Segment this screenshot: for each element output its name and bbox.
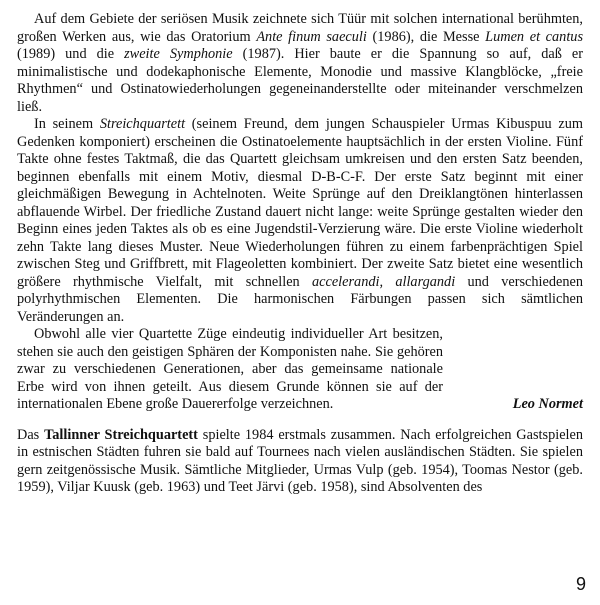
page-number: 9 [575,574,586,594]
tempo-terms: accelerandi, allargandi [311,273,456,290]
work-title-lumen-et-cantus: Lumen et cantus [485,28,584,45]
p1-text-c: (1986), die Messe [366,28,486,45]
ensemble-name: Tallinner Streichquartett [44,426,198,443]
p2-text-a: In seinem [34,116,100,132]
work-title-ante-finum-saeculi: Ante finum saeculi [256,28,367,45]
p2-text-c: (seinem Freund, dem jungen Schauspieler Urmas Kibuspuu zum Gedenken komponiert) erscheinen die Ostinatoelemente hauptsächlich in der ersten Violine. Fünf Takte ohne festes Taktmaß, die das Quartett gleichsam umkreisen und den ersten Satz beenden, beginnen ebenfalls mit einem Motiv, diesmal D-B-C-F. Der erste Satz beginnt mit einer gleichmäßigen Bewegung in Achtelnoten. Weite Sprünge auf den Dreiklangtönen hinterlassen abflauende Wirbel. Der friedliche Zustand dauert nicht lange: weite Sprünge gestalten wieder den Beginn eines jeden Taktes als ob es eine Jugendstil-Verzierung wäre. Die erste Violine wiederholt zehn Takte lang dieses Muster. Neue Wiederholungen führen zu einem farbenprächtigen Spiel zwischen Steg und Griffbrett, mit Flageoletten kombiniert. Der zweite Satz bietet eine wesentlich größere rhythmische Vielfalt, mit schnellen [17,116,583,290]
p2-text-e: und verschiedenen polyrhythmischen Elementen. Die harmonischen Färbungen passen sich sämtlichen Veränderungen an. [17,273,583,325]
ensemble-text-c: spielte 1984 erstmals zusammen. Nach erfolgreichen Gastspielen in estnischen Städten fuhren sie bald auf Tournees nach vielen ausländischen Städten. Sie spielen gern zeitgenössische Musik. Sämtliche Mitglieder, Urmas Vulp (geb. 1954), Toomas Nestor (geb. 1959), Viljar Kuusk (geb. 1963) und Teet Järvi (geb. 1958), sind Absolventen des [17,426,584,495]
work-title-streichquartett: Streichquartett [99,116,186,132]
paragraph-2 [17,116,583,326]
p1-text-a: Auf dem Gebiete der seriösen Musik zeichnete sich Tüür mit solchen international berühmten, großen Werken aus, wie das Oratorium [17,11,583,45]
section-gap [17,414,583,427]
p1-text-g: (1987). Hier baute er die Spannung so auf, daß er minimalistische und dodekaphonische Elemente, Monodie und massive Klangblöcke, „freie Rhythmen“ und Ostinatowiederholungen gegeneinanderstellte oder miteinander verschmelzen ließ. [17,46,583,115]
work-title-zweite-symphonie: zweite Symphonie [124,46,233,62]
ensemble-paragraph [17,427,583,497]
ensemble-text-a: Das [17,426,45,443]
paragraph-1 [17,11,583,116]
author-signature: Leo Normet [512,396,583,412]
text-column [17,11,583,497]
p1-text-e: (1989) und die [17,46,125,62]
p3-text: Obwohl alle vier Quartette Züge eindeutig individueller Art besitzen, stehen sie auch den geistigen Sphären der Komponisten nahe. Sie gehören zwar zu verschiedenen Generationen, aber das gemeinsame nationale Erbe wird von ihnen geteilt. Aus diesem Grunde können sie auf der internationalen Ebene große Dauererfolge verzeichnen. [17,326,443,412]
